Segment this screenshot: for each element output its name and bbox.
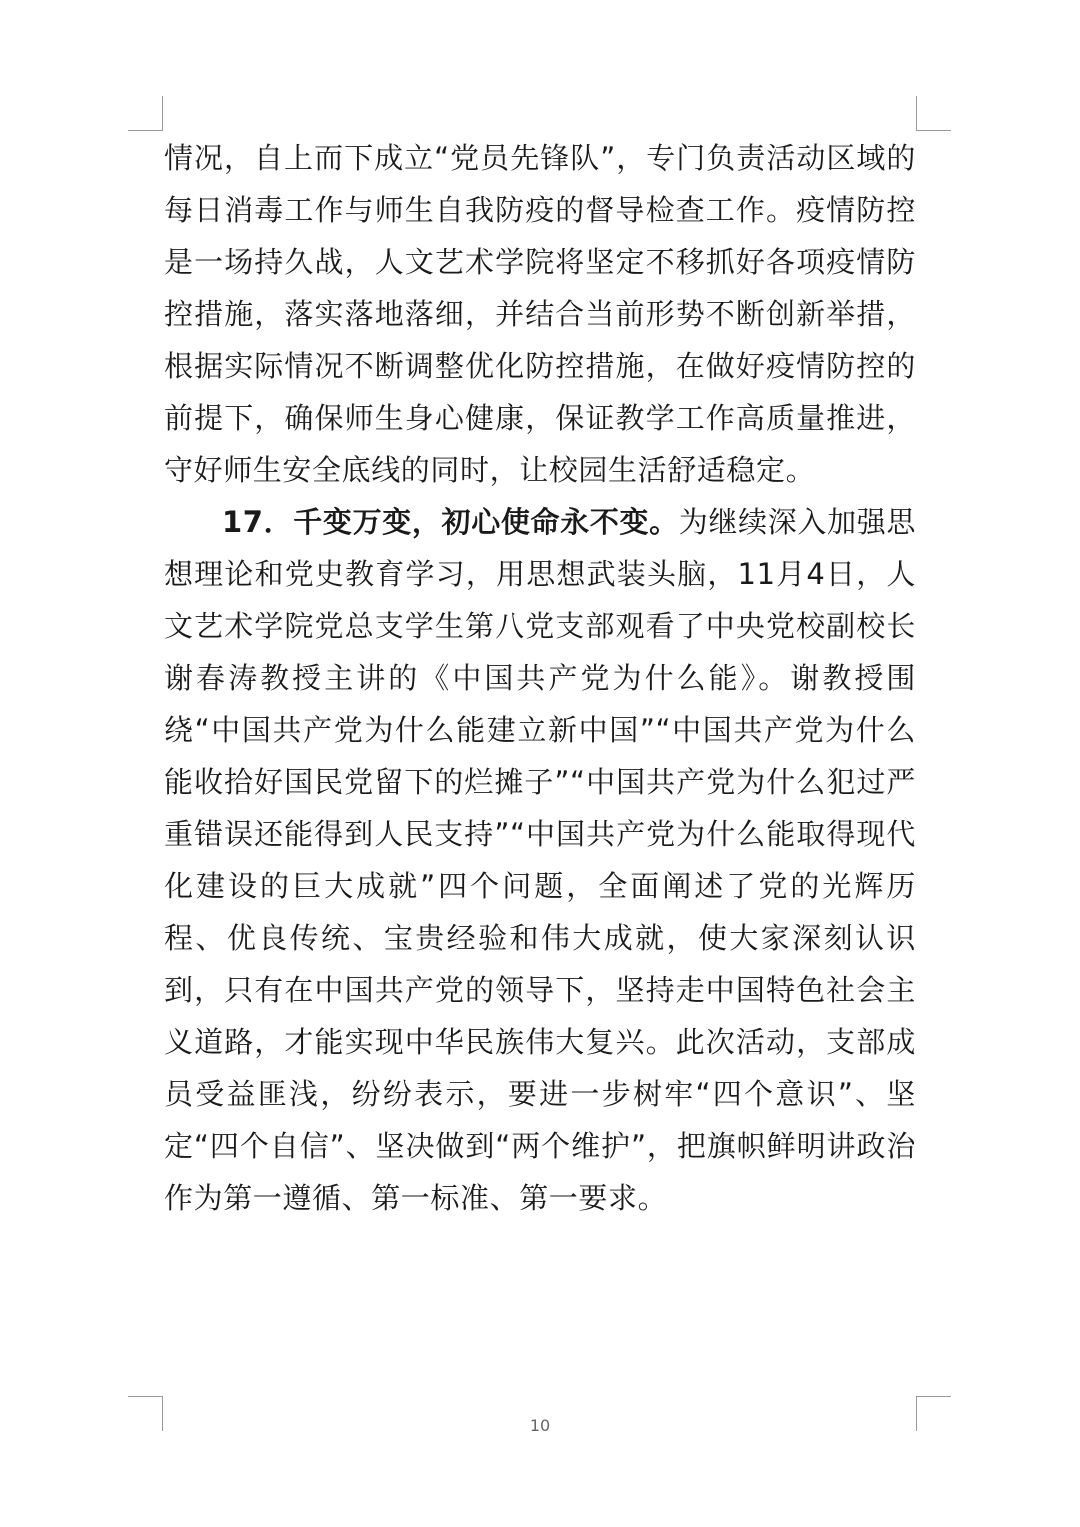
page-number: 10: [529, 1416, 551, 1435]
paragraph-text: 情况，自上而下成立“党员先锋队”，专门负责活动区域的每日消毒工作与师生自我防疫的督导检查工作。疫情防控是一场持久战，人文艺术学院将坚定不移抓好各项疫情防控措施，落实落地落细，并结合当前形势不断创新举措，根据实际情况不断调整优化防控措施，在做好疫情防控的前提下，确保师生身心健康，保证教学工作高质量推进，守好师生安全底线的同时，让校园生活舒适稳定。: [164, 141, 916, 487]
crop-mark-top-right: [916, 96, 951, 131]
paragraph-item-17: [164, 496, 916, 1224]
crop-mark-top-left: [128, 96, 163, 131]
document-body: [164, 132, 916, 1224]
paragraph-text: 为继续深入加强思想理论和党史教育学习，用思想武装头脑，11月4日，人文艺术学院党总支学生第八党支部观看了中央党校副校长谢春涛教授主讲的《中国共产党为什么能》。谢教授围绕“中国共产党为什么能建立新中国”“中国共产党为什么能收拾好国民党留下的烂摊子”“中国共产党为什么犯过严重错误还能得到人民支持”“中国共产党为什么能取得现代化建设的巨大成就”四个问题，全面阐述了党的光辉历程、优良传统、宝贵经验和伟大成就，使大家深刻认识到，只有在中国共产党的领导下，坚持走中国特色社会主义道路，才能实现中华民族伟大复兴。此次活动，支部成员受益匪浅，纷纷表示，要进一步树牢“四个意识”、坚定“四个自信”、坚决做到“两个维护”，把旗帜鲜明讲政治作为第一遵循、第一标准、第一要求。: [164, 505, 916, 1215]
paragraph-heading: 17．千变万变，初心使命永不变。: [222, 505, 679, 539]
paragraph-continuation: [164, 132, 916, 496]
